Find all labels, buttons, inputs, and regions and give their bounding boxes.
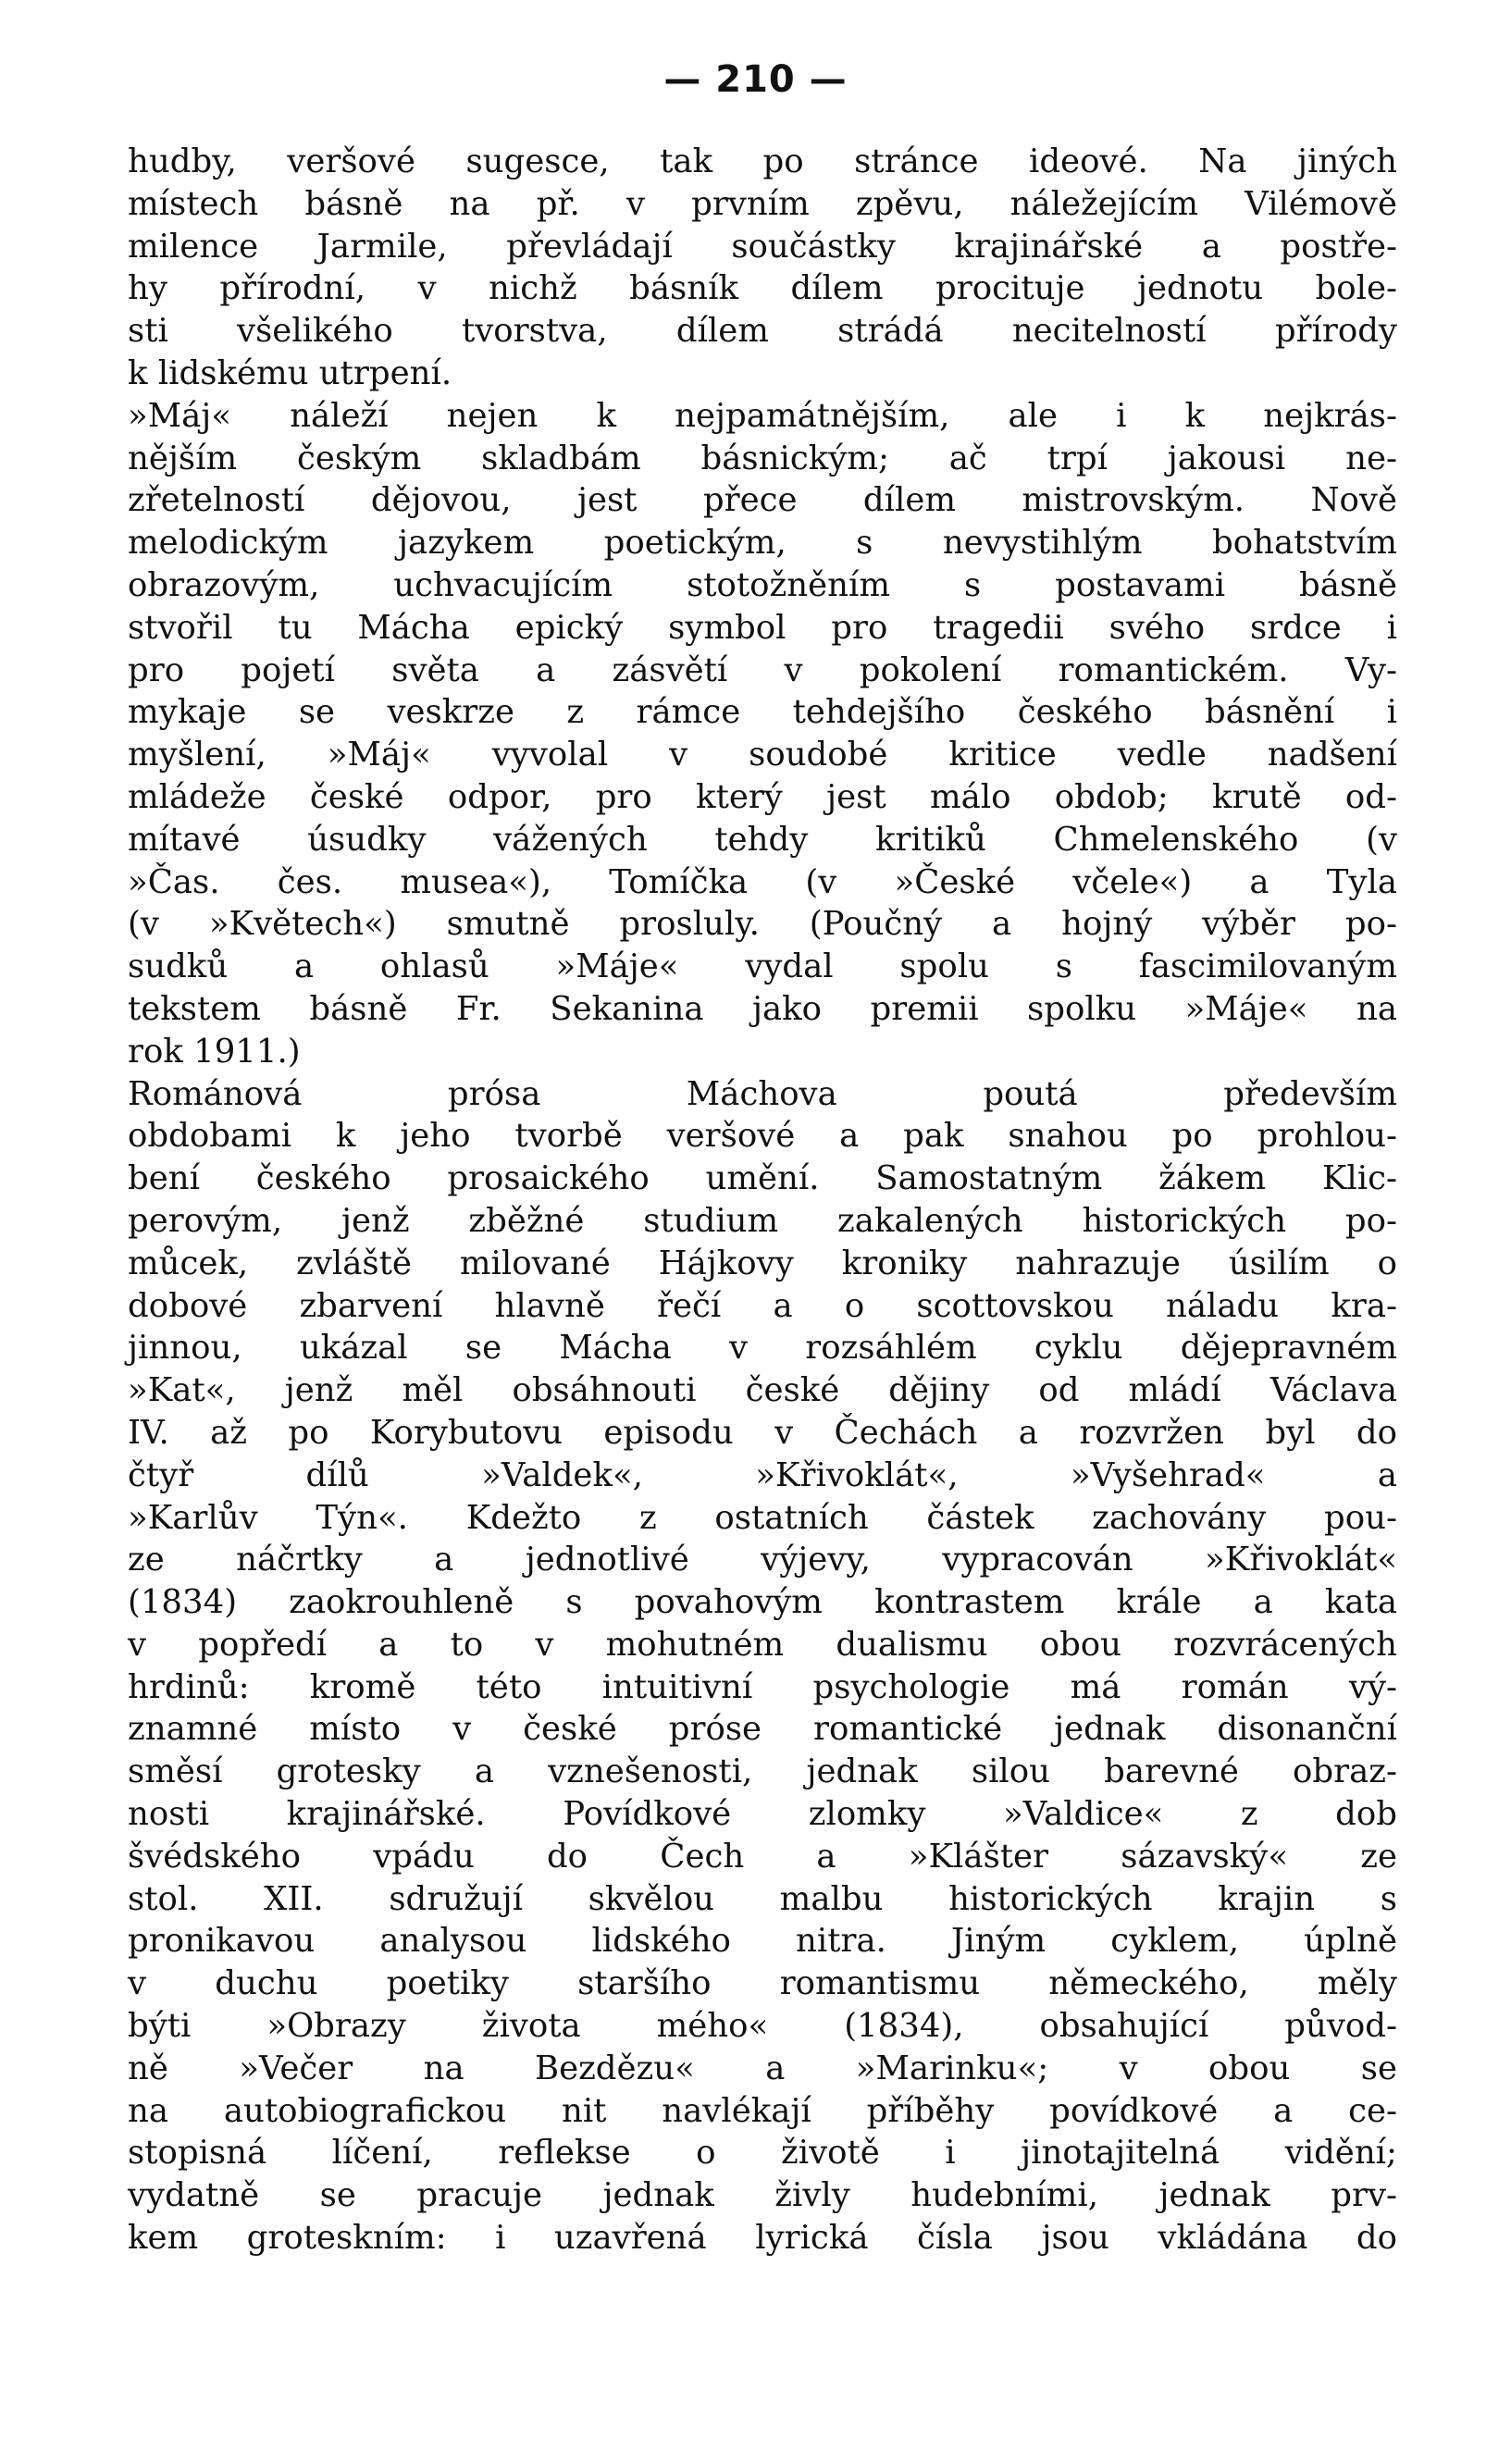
text-line: mykaje se veskrze z rámce tehdejšího českého básnění i bbox=[128, 693, 1397, 732]
text-line: »Karlův Týn«. Kdežto z ostatních částek zachovány pou- bbox=[128, 1498, 1397, 1537]
text-line: mládeže české odpor, pro který jest málo obdob; krutě od- bbox=[128, 777, 1397, 816]
text-line: bení českého prosaického umění. Samostatným žákem Klic- bbox=[128, 1159, 1397, 1198]
text-line: znamné místo v české próse romantické jednak disonanční bbox=[128, 1710, 1397, 1749]
page-body-text bbox=[128, 141, 1397, 2260]
text-line: ze náčrtky a jednotlivé výjevy, vypracován »Křivoklát« bbox=[128, 1541, 1397, 1579]
text-line: milence Jarmile, převládají součástky krajinářské a postře- bbox=[128, 227, 1397, 266]
text-line: nějším českým skladbám básnickým; ač trpí jakousi ne- bbox=[128, 439, 1397, 477]
text-line: nosti krajinářské. Povídkové zlomky »Valdice« z dob bbox=[128, 1795, 1397, 1834]
text-line: Románová prósa Máchova poutá především bbox=[128, 1074, 1397, 1113]
text-line: v duchu poetiky staršího romantismu německého, měly bbox=[128, 1964, 1397, 2003]
text-line: (1834) zaokrouhleně s povahovým kontrastem krále a kata bbox=[128, 1583, 1397, 1622]
text-line: vydatně se pracuje jednak živly hudebními, jednak prv- bbox=[128, 2176, 1397, 2215]
text-line: kem groteskním: i uzavřená lyrická čísla jsou vkládána do bbox=[128, 2219, 1397, 2258]
text-line: stopisná líčení, reflekse o životě i jinotajitelná vidění; bbox=[128, 2134, 1397, 2173]
text-line: pronikavou analysou lidského nitra. Jiným cyklem, úplně bbox=[128, 1922, 1397, 1961]
text-line: »Čas. čes. musea«), Tomíčka (v »České včele«) a Tyla bbox=[128, 862, 1397, 901]
text-line: obrazovým, uchvacujícím stotožněním s postavami básně bbox=[128, 565, 1397, 604]
text-line: dobové zbarvení hlavně řečí a o scottovskou náladu kra- bbox=[128, 1286, 1397, 1325]
text-line: IV. až po Korybutovu episodu v Čechách a rozvržen byl do bbox=[128, 1413, 1397, 1452]
text-line: »Máj« náleží nejen k nejpamátnějším, ale i k nejkrás- bbox=[128, 396, 1397, 435]
text-line: (v »Květech«) smutně prosluly. (Poučný a hojný výběr po- bbox=[128, 905, 1397, 944]
text-line: mítavé úsudky vážených tehdy kritiků Chmelenského (v bbox=[128, 820, 1397, 859]
text-line: pro pojetí světa a zásvětí v pokolení romantickém. Vy- bbox=[128, 650, 1397, 689]
text-line: stvořil tu Mácha epický symbol pro tragedii svého srdce i bbox=[128, 608, 1397, 647]
page-number: — 210 — bbox=[663, 58, 848, 101]
text-line: myšlení, »Máj« vyvolal v soudobé kritice vedle nadšení bbox=[128, 736, 1397, 774]
text-line: stol. XII. sdružují skvělou malbu historických krajin s bbox=[128, 1879, 1397, 1918]
text-line: hy přírodní, v nichž básník dílem procituje jednotu bole- bbox=[128, 269, 1397, 308]
text-line: sti všelikého tvorstva, dílem strádá necitelností přírody bbox=[128, 312, 1397, 351]
text-line: můcek, zvláště milované Hájkovy kroniky nahrazuje úsilím o bbox=[128, 1244, 1397, 1282]
text-line: místech básně na př. v prvním zpěvu, náležejícím Vilémově bbox=[128, 184, 1397, 223]
text-line: v popředí a to v mohutném dualismu obou rozvrácených bbox=[128, 1625, 1397, 1664]
text-line: býti »Obrazy života mého« (1834), obsahující původ- bbox=[128, 2007, 1397, 2046]
text-line: sudků a ohlasů »Máje« vydal spolu s fascimilovaným bbox=[128, 947, 1397, 986]
text-line: jinnou, ukázal se Mácha v rozsáhlém cyklu dějepravném bbox=[128, 1329, 1397, 1368]
text-line: švédského vpádu do Čech a »Klášter sázavský« ze bbox=[128, 1837, 1397, 1876]
text-line: směsí grotesky a vznešenosti, jednak silou barevné obraz- bbox=[128, 1752, 1397, 1791]
text-line: »Kat«, jenž měl obsáhnouti české dějiny od mládí Václava bbox=[128, 1371, 1397, 1410]
text-line: tekstem básně Fr. Sekanina jako premii spolku »Máje« na bbox=[128, 989, 1397, 1028]
text-line: ně »Večer na Bezdězu« a »Marinku«; v obou se bbox=[128, 2049, 1397, 2087]
text-line: rok 1911.) bbox=[128, 1032, 301, 1071]
text-line: k lidskému utrpení. bbox=[128, 353, 452, 392]
text-line: perovým, jenž zběžné studium zakalených historických po- bbox=[128, 1201, 1397, 1240]
text-line: obdobami k jeho tvorbě veršové a pak snahou po prohlou- bbox=[128, 1117, 1397, 1156]
text-line: hrdinů: kromě této intuitivní psychologie má román vý- bbox=[128, 1667, 1397, 1706]
text-line: zřetelností dějovou, jest přece dílem mistrovským. Nově bbox=[128, 481, 1397, 520]
text-line: na autobiografickou nit navlékají příběhy povídkové a ce- bbox=[128, 2091, 1397, 2130]
text-line: hudby, veršové sugesce, tak po stránce ideové. Na jiných bbox=[128, 142, 1397, 180]
text-line: melodickým jazykem poetickým, s nevystihlým bohatstvím bbox=[128, 524, 1397, 563]
text-line: čtyř dílů »Valdek«, »Křivoklát«, »Vyšehrad« a bbox=[128, 1455, 1397, 1494]
